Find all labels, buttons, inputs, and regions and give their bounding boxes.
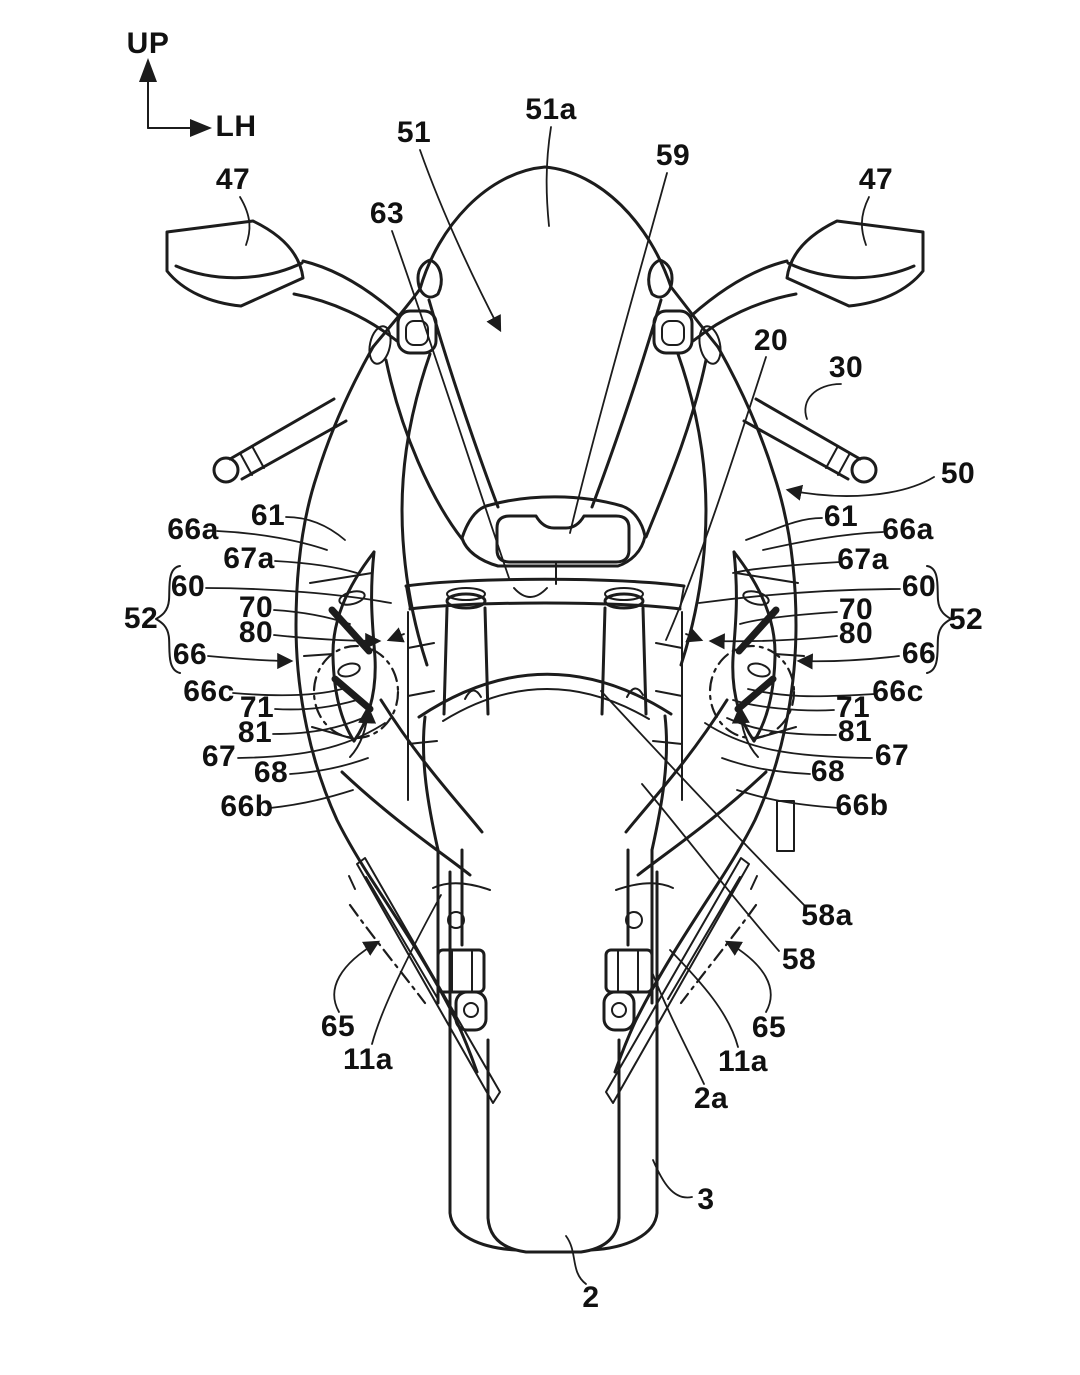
- ref-label-71-left: 71: [239, 691, 275, 724]
- ref-label-50: 50: [940, 457, 976, 490]
- ref-label-68-left: 68: [253, 756, 289, 789]
- ref-label-67a-right: 67a: [837, 543, 889, 576]
- ref-label-66-left: 66: [172, 638, 208, 671]
- ref-label-81-right: 81: [837, 715, 873, 748]
- ref-label-47-left: 47: [215, 163, 251, 196]
- ref-label-65-right: 65: [751, 1011, 787, 1044]
- ref-label-59: 59: [655, 139, 691, 172]
- ref-label-2a: 2a: [693, 1082, 729, 1115]
- ref-label-66-right: 66: [901, 637, 937, 670]
- ref-label-70-left: 70: [238, 591, 274, 624]
- ref-label-67-right: 67: [874, 739, 910, 772]
- ref-label-66b-left: 66b: [220, 790, 274, 823]
- ref-label-60-left: 60: [170, 570, 206, 603]
- ref-label-52-right: 52: [948, 603, 984, 636]
- ref-label-2: 2: [582, 1281, 600, 1314]
- ref-label-80-right: 80: [838, 617, 874, 650]
- ref-label-3: 3: [697, 1183, 715, 1216]
- ref-label-66c-right: 66c: [872, 675, 924, 708]
- ref-label-65-left: 65: [320, 1010, 356, 1043]
- ref-label-67-left: 67: [201, 740, 237, 773]
- ref-label-61-right: 61: [823, 500, 859, 533]
- ref-label-11a-left: 11a: [343, 1043, 393, 1076]
- ref-label-52-left: 52: [123, 602, 159, 635]
- ref-label-30: 30: [828, 351, 864, 384]
- ref-label-11a-right: 11a: [718, 1045, 768, 1078]
- ref-label-51: 51: [396, 116, 432, 149]
- ref-label-66b-right: 66b: [835, 789, 889, 822]
- ref-label-58: 58: [781, 943, 817, 976]
- ref-label-66a-left: 66a: [167, 513, 219, 546]
- ref-label-81-left: 81: [237, 716, 273, 749]
- ref-label-68-right: 68: [810, 755, 846, 788]
- ref-label-axis-up: UP: [126, 27, 170, 60]
- ref-label-70-right: 70: [838, 593, 874, 626]
- ref-label-66c-left: 66c: [183, 675, 235, 708]
- ref-label-20: 20: [753, 324, 789, 357]
- ref-label-60-right: 60: [901, 570, 937, 603]
- ref-label-66a-right: 66a: [882, 513, 934, 546]
- ref-label-71-right: 71: [835, 691, 871, 724]
- ref-label-axis-lh: LH: [215, 110, 257, 143]
- ref-label-47-right: 47: [858, 163, 894, 196]
- ref-label-58a: 58a: [801, 899, 853, 932]
- ref-label-63: 63: [369, 197, 405, 230]
- ref-label-61-left: 61: [250, 499, 286, 532]
- ref-label-51a: 51a: [525, 93, 577, 126]
- ref-label-80-left: 80: [238, 616, 274, 649]
- ref-label-67a-left: 67a: [223, 542, 275, 575]
